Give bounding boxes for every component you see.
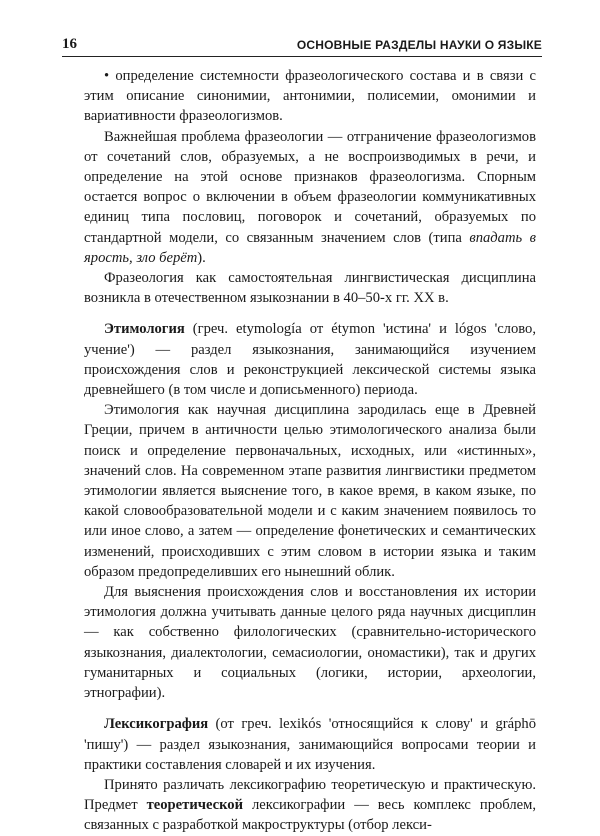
italic-example: впадать в ярость, зло берёт [84,229,536,266]
paragraph-text: лексикографии — весь комплекс проблем, связанных с разработкой макроструктуры (отбор лекси- [84,797,536,834]
paragraph-phraseology-problem [84,127,536,268]
paragraph-text: (от греч. lexikós 'относящийся к слову' и gráphō 'пишу') — раздел языкознания, занимающийся вопросами теории и практики составления словарей и их изучения. [84,716,536,773]
bold-term-theoretical: теоретической [146,797,244,814]
paragraph-phraseology-origin: Фразеология как самостоятельная лингвистическая дисциплина возникла в отечественном языкознании в 40–50-х гг. XX в. [84,270,536,307]
paragraph-etymology-history: Этимология как научная дисциплина зародилась еще в Древней Греции, причем в античности целью этимологического анализа были поиск и определение первоначальных, исходных, или «истинных», значений слов. На современном этапе развития лингвистики предметом этимологии является выяснение того, в какое время, в каком языке, по какой словообразовательной модели и с каким значением появилось то или иное слово, а затем — определение фонетических и семантических изменений, происходивших с этим словом в истории языка и таким образом предопределивших его нынешний облик. [84,402,536,580]
paragraph-bullet-systemicity: • определение системности фразеологического состава и в связи с этим описание синонимии, антонимии, полисемии, омонимии и вариативности фразеологизмов. [84,68,536,125]
section-gap [84,308,536,319]
page-number: 16 [62,36,77,52]
paragraph-text: (греч. etymología от étymon 'истина' и lógos 'слово, учение') — раздел языкознания, занимающийся изучением происхождения слов и реконструкцией лексической системы языка древнейшего (в том числе и дописьменного) периода. [84,321,536,399]
page-body [84,66,536,836]
paragraph-text: Важнейшая проблема фразеологии — отграничение фразеологизмов от сочетаний слов, образуемых, а не воспроизводимых в речи, и определение на этой основе признаков фразеологизма. Спорным остается вопрос о включении в объем фразеологии коммуникативных единиц типа пословиц, поговорок и сочетаний, образуемых по стандартной модели, со связанным значением слов (типа [84,128,536,246]
paragraph-lexicography-types [84,775,536,836]
running-title: ОСНОВНЫЕ РАЗДЕЛЫ НАУКИ О ЯЗЫКЕ [296,38,542,52]
paragraph-text: Принято различать лексикографию теоретическую и практическую. Предмет [84,776,536,814]
paragraph-lexicography-definition [84,714,536,775]
paragraph-etymology-definition [84,319,536,400]
term-lexicography: Лексикография [104,716,209,733]
term-etymology: Этимология [104,321,185,338]
paragraph-text: ). [197,249,206,266]
page-header [62,36,542,57]
section-gap [84,703,536,714]
paragraph-etymology-disciplines: Для выяснения происхождения слов и восстановления их истории этимология должна учитывать данные целого ряда научных дисциплин — как собственно филологических (сравнительно-исторического языкознания, диалектологии, семасиологии, ономастики), так и других гуманитарных и социальных (логики, истории, археологии, этнографии). [84,584,536,702]
